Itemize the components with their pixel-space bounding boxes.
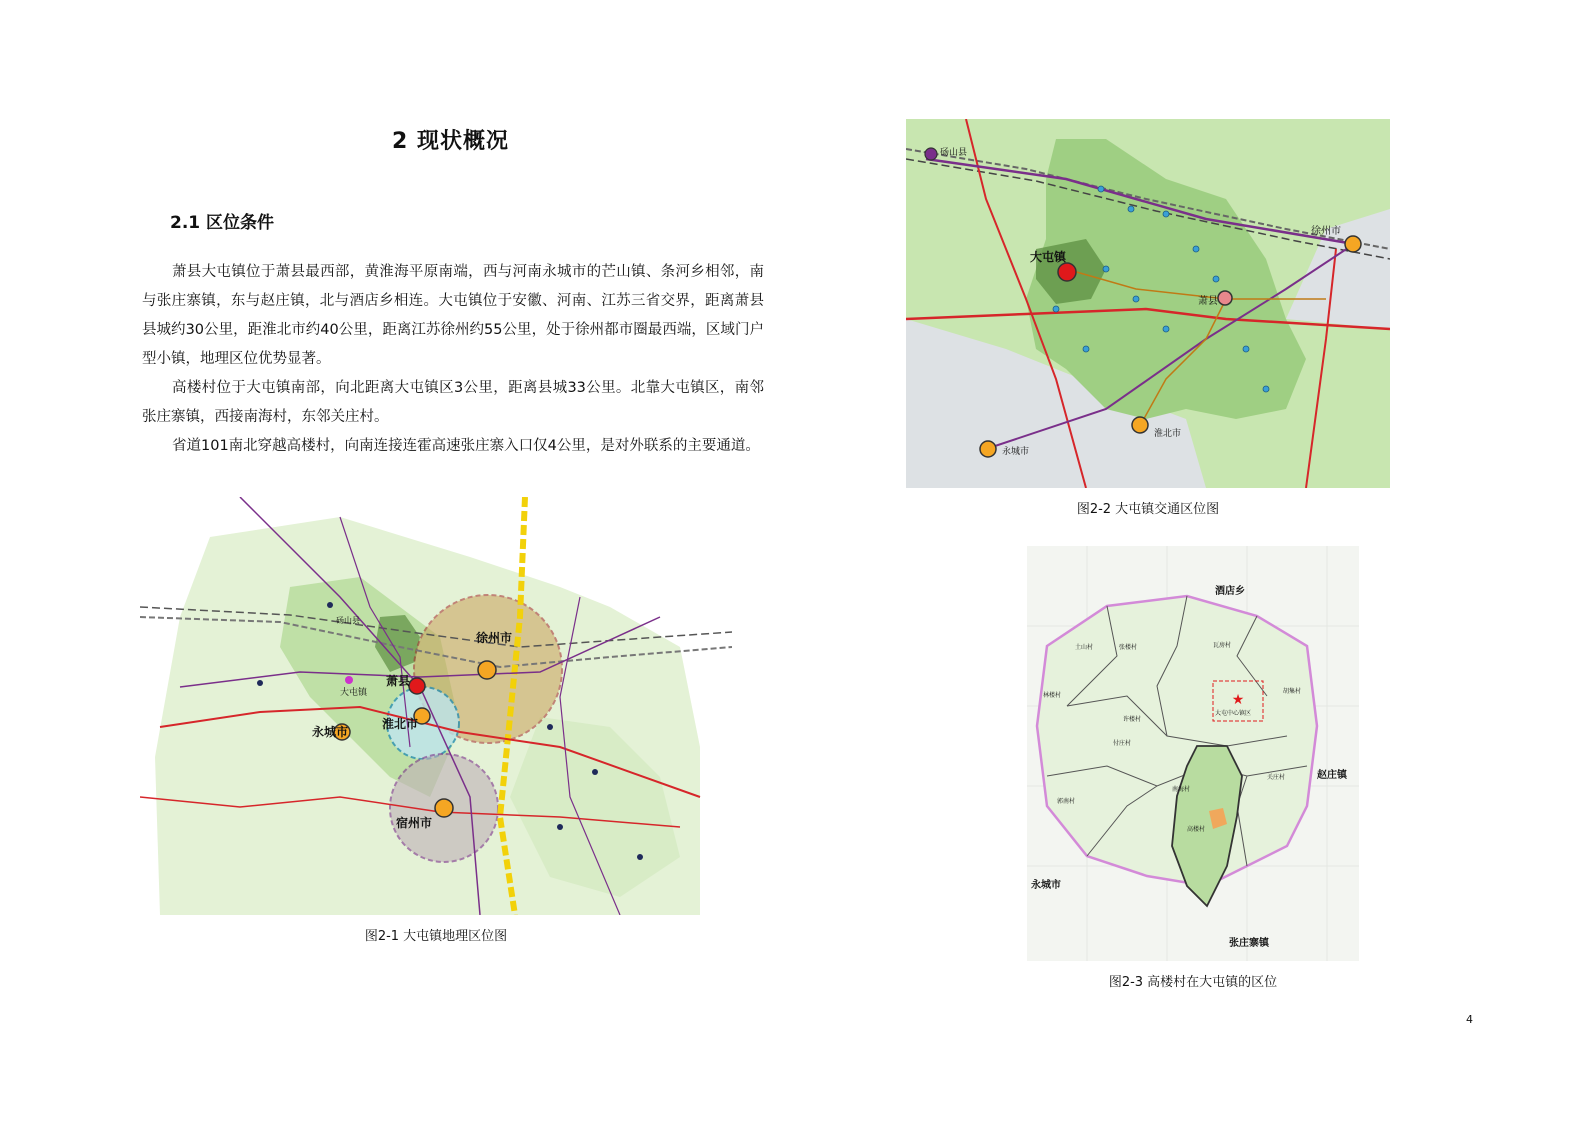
paragraph-road: 省道101南北穿越高楼村，向南连接连霍高速张庄寨入口仅4公里，是对外联系的主要通道。 <box>172 438 760 454</box>
label-fuzhuang: 付庄村 <box>1113 740 1132 747</box>
label-jiudian: 酒店乡 <box>1215 586 1245 597</box>
figure-geographic-location-map <box>140 497 732 915</box>
section-title: 2.1 区位条件 <box>170 213 275 233</box>
label-yongcheng: 永城市 <box>1002 447 1030 457</box>
label-suzhou: 宿州市 <box>396 816 433 830</box>
figure-traffic-location-map <box>906 119 1390 488</box>
label-datun: 大屯镇 <box>1030 250 1067 264</box>
label-gaolou: 高楼村 <box>1187 826 1206 833</box>
page-number: 4 <box>1466 1013 1473 1026</box>
label-huaibei: 淮北市 <box>382 717 419 731</box>
label-nanhai: 南海村 <box>1172 786 1191 793</box>
traffic-map-graphic <box>906 119 1390 488</box>
chapter-title: 2 现状概况 <box>392 129 509 154</box>
figure-caption-1: 图2-1 大屯镇地理区位图 <box>364 929 508 944</box>
label-wafang: 瓦房村 <box>1213 642 1232 649</box>
label-huji: 胡集村 <box>1283 688 1302 695</box>
label-linlou: 林楼村 <box>1043 692 1062 699</box>
label-xiaoxian: 萧县 <box>1198 296 1218 307</box>
label-datun: 大屯镇 <box>340 688 368 698</box>
label-dangshan: 砀山县 <box>336 616 360 625</box>
figure-caption-3: 图2-3 高楼村在大屯镇的区位 <box>1108 975 1278 990</box>
paragraph-location: 萧县大屯镇位于萧县最西部，黄淮海平原南端，西与河南永城市的芒山镇、条河乡相邻，南与张庄寨镇，东与赵庄镇，北与酒店乡相连。大屯镇位于安徽、河南、江苏三省交界，距离萧县县城约30公里，距淮北市约40公里，距离江苏徐州约55公里，处于徐州都市圈最西端，区域门户型小镇，地理区位优势显著。 <box>142 264 764 367</box>
figure-caption-2: 图2-2 大屯镇交通区位图 <box>1076 502 1220 517</box>
paragraph-gaolou: 高楼村位于大屯镇南部，向北距离大屯镇区3公里，距离县城33公里。北靠大屯镇区，南邻张庄寨镇，西接南海村，东邻关庄村。 <box>142 380 764 425</box>
label-xuzhou: 徐州市 <box>476 631 513 645</box>
label-xiaoxian: 萧县 <box>386 674 411 688</box>
label-guonan: 郭南村 <box>1057 798 1076 805</box>
figure-gaolou-location-map <box>1027 546 1359 961</box>
label-zhanglou: 张楼村 <box>1119 644 1138 651</box>
svg-text:★: ★ <box>1231 692 1245 708</box>
label-xuzhou: 徐州市 <box>1311 226 1341 237</box>
label-huaibei: 淮北市 <box>1154 429 1182 439</box>
label-zhangzhuangzhai: 张庄寨镇 <box>1229 938 1269 949</box>
label-center: 大屯中心镇区 <box>1215 710 1252 717</box>
label-guanzhuang: 关庄村 <box>1267 774 1286 781</box>
label-yongcheng: 永城市 <box>1031 880 1061 891</box>
label-zhaozhuang: 赵庄镇 <box>1317 770 1347 781</box>
geographic-map-graphic <box>140 497 732 915</box>
label-dangshan: 砀山县 <box>940 148 968 158</box>
label-xulou: 许楼村 <box>1123 716 1142 723</box>
label-tushan: 土山村 <box>1075 644 1094 651</box>
village-map-graphic <box>1027 546 1359 961</box>
label-yongcheng: 永城市 <box>312 725 349 739</box>
